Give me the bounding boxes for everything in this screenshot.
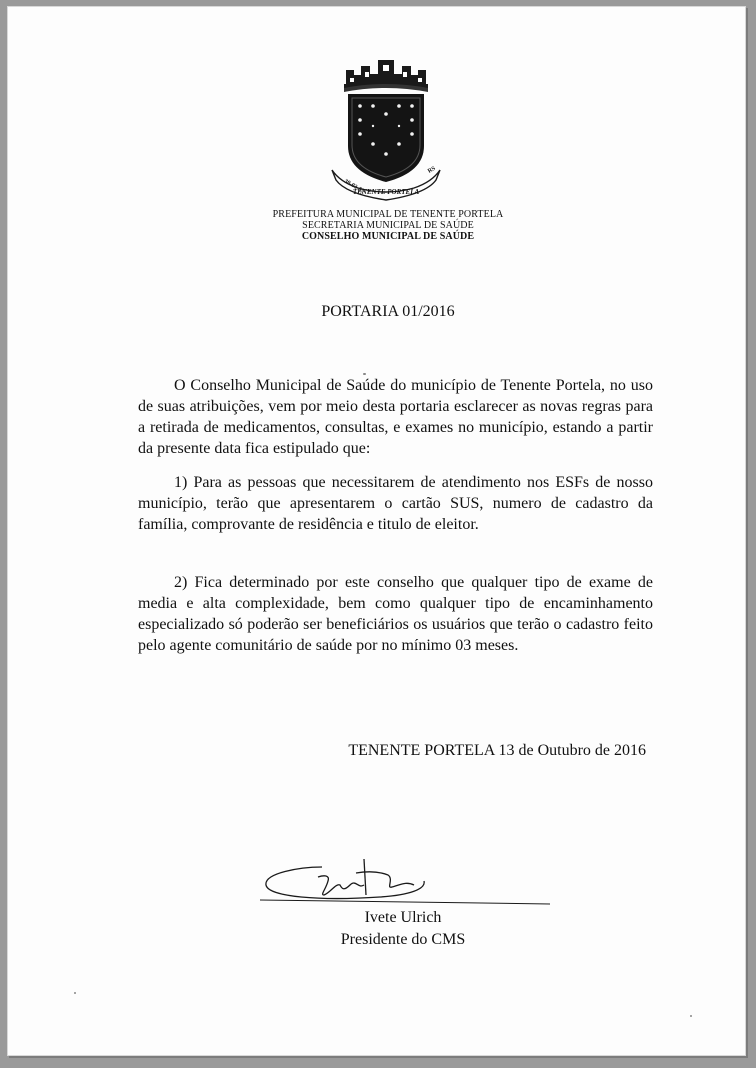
date-line: TENENTE PORTELA 13 de Outubro de 2016 <box>348 742 646 759</box>
letterhead-line-conselho: CONSELHO MUNICIPAL DE SAÚDE <box>301 231 475 242</box>
crest-ribbon-right-text: RS <box>427 165 437 175</box>
letterhead-line-secretaria: SECRETARIA MUNICIPAL DE SAÚDE <box>302 220 474 231</box>
rule-2-paragraph: 2) Fica determinado por este conselho que qualquer tipo de exame de media e alta complexidade, bem como qualquer tipo de encaminhamento especializado só poderão ser beneficiários os usuários que terão o cadastro feito pelo agente comunitário de saúde por no mínimo 03 meses. <box>138 574 653 654</box>
municipal-crest-logo <box>328 54 444 202</box>
scan-speck <box>74 992 76 994</box>
intro-paragraph: O Conselho Municipal de Saúde do município de Tenente Portela, no uso de suas atribuições, vem por meio desta portaria esclarecer as novas regras para a retirada de medicamentos, consultas, e exames no município, estando a partir da presente data fica estipulado que: <box>138 377 653 457</box>
scan-speck <box>363 373 366 375</box>
letterhead <box>188 209 588 242</box>
document-page <box>7 6 746 1056</box>
document-title: PORTARIA 01/2016 <box>321 303 455 320</box>
rule-1-paragraph: 1) Para as pessoas que necessitarem de atendimento nos ESFs de nosso município, terão que apresentarem o cartão SUS, numero de cadastro da família, comprovante de residência e titulo de eleitor. <box>138 474 653 533</box>
signatory-role: Presidente do CMS <box>340 931 466 948</box>
handwritten-signature <box>260 855 552 915</box>
signatory-block <box>288 907 518 951</box>
letterhead-line-prefeitura: PREFEITURA MUNICIPAL DE TENENTE PORTELA <box>272 209 504 220</box>
scan-speck <box>690 1015 692 1017</box>
crest-ribbon-left-text: 30-03-55 <box>343 178 366 195</box>
crest-ribbon-text: TENENTE PORTELA <box>352 188 420 196</box>
signatory-name: Ivete Ulrich <box>364 909 442 926</box>
